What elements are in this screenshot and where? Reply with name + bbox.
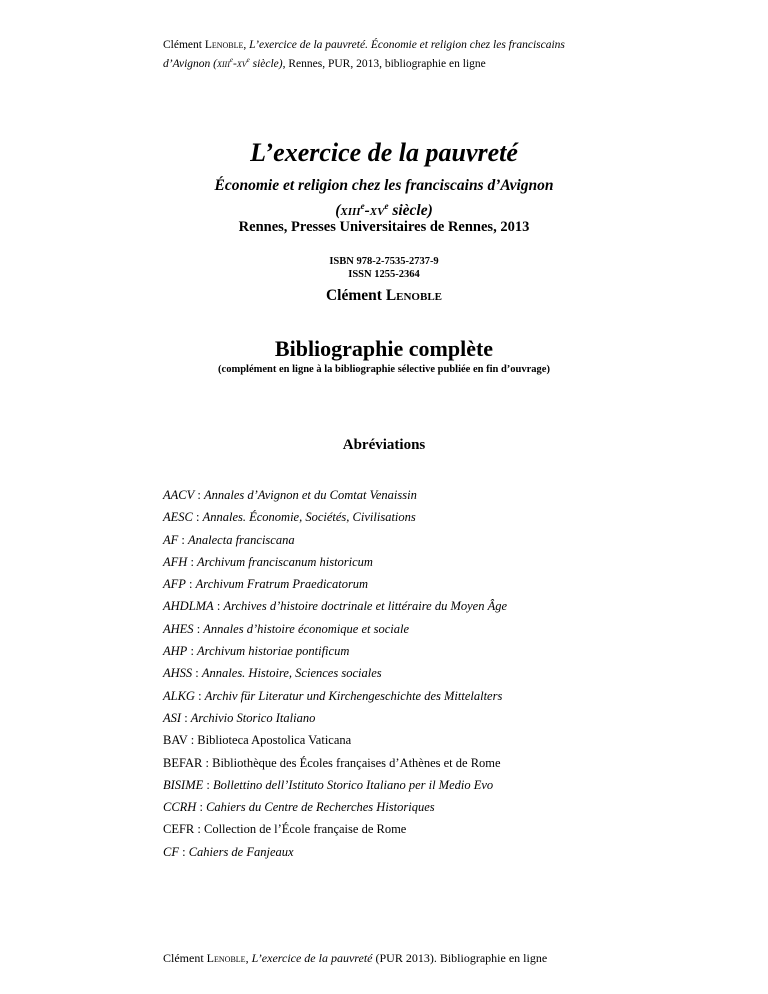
abbreviation-item: [163, 796, 683, 818]
author-first: Clément: [325, 287, 386, 304]
abbreviation-expansion: Collection de l’École française de Rome: [204, 822, 407, 837]
abbreviations-list: [163, 484, 683, 863]
abbreviation-separator: :: [187, 733, 198, 748]
abbreviation-item: [163, 595, 683, 617]
running-footer: [163, 951, 547, 966]
header-title-end: siècle): [249, 57, 283, 70]
subtitle-dash: -: [364, 202, 370, 220]
issn: ISSN 1255-2364: [348, 269, 420, 280]
header-century-start: xiii: [216, 57, 230, 70]
header-separator: ,: [243, 39, 250, 51]
abbreviation-expansion: Archivum historiae pontificum: [197, 644, 350, 659]
abbreviation-expansion: Bollettino dell’Istituto Storico Italiano per il Medio Evo: [213, 777, 494, 792]
footer-book-title: L’exercice de la pauvreté: [251, 951, 373, 965]
abbreviation-separator: :: [202, 755, 213, 770]
book-title: L’exercice de la pauvreté: [250, 138, 518, 167]
running-header: [163, 38, 603, 72]
abbreviation-separator: :: [196, 800, 207, 815]
abbreviation-item: [163, 729, 683, 751]
subtitle-century-start: xiii: [340, 202, 361, 220]
subtitle-close: siècle): [388, 202, 433, 220]
abbreviation-separator: :: [213, 599, 224, 614]
footer-separator: ,: [245, 951, 252, 965]
abbreviation-item: [163, 551, 683, 573]
abbreviation-code: BEFAR: [163, 755, 203, 770]
header-author-last: Lenoble: [204, 39, 244, 51]
abbreviation-item: [163, 774, 683, 796]
footer-author-last: Lenoble: [206, 951, 246, 965]
abbreviation-separator: :: [192, 510, 203, 525]
book-subtitle-line2: [0, 196, 768, 221]
abbreviation-expansion: Archives d’histoire doctrinale et littéraire du Moyen Âge: [223, 599, 508, 614]
bibliography-subtitle: (complément en ligne à la bibliographie sélective publiée en fin d’ouvrage): [218, 364, 550, 375]
abbreviation-separator: :: [178, 532, 189, 547]
abbreviation-code: ALKG: [163, 688, 195, 703]
subtitle-sup-2: e: [384, 201, 389, 211]
abbreviation-code: AHSS: [163, 666, 193, 681]
abbreviation-code: AHDLMA: [163, 599, 214, 614]
abbreviation-separator: :: [181, 710, 191, 725]
abbreviation-expansion: Cahiers du Centre de Recherches Historiques: [206, 800, 435, 815]
header-sup-1: e: [229, 56, 233, 64]
abbreviation-item: [163, 818, 683, 840]
abbreviation-expansion: Archivio Storico Italiano: [190, 710, 316, 725]
bibliography-title: Bibliographie complète: [274, 336, 494, 361]
abbreviation-separator: :: [187, 554, 198, 569]
abbreviation-code: BISIME: [163, 777, 204, 792]
abbreviation-code: AFH: [163, 554, 188, 569]
abbreviation-expansion: Annales. Histoire, Sciences sociales: [201, 666, 382, 681]
abbreviation-expansion: Biblioteca Apostolica Vaticana: [197, 733, 352, 748]
abbreviation-code: CEFR: [163, 822, 195, 837]
abbreviation-expansion: Bibliothèque des Écoles françaises d’Athènes et de Rome: [212, 755, 501, 770]
author-last: Lenoble: [385, 287, 442, 304]
abbreviation-item: [163, 752, 683, 774]
header-sup-2: e: [246, 56, 250, 64]
abbreviation-expansion: Annales. Économie, Sociétés, Civilisations: [202, 510, 416, 525]
abbreviation-item: [163, 685, 683, 707]
abbreviation-separator: :: [178, 844, 189, 859]
abbreviation-separator: :: [192, 666, 202, 681]
header-title-text: L’exercice de la pauvreté. Économie et religion chez les franciscains d’Avignon (: [163, 39, 565, 70]
abbreviation-expansion: Archivum Fratrum Praedicatorum: [195, 577, 369, 592]
abbreviation-separator: :: [194, 488, 204, 502]
abbreviation-separator: :: [194, 688, 205, 703]
abbreviation-code: AHP: [163, 644, 188, 659]
abbreviation-item: [163, 618, 683, 640]
book-subtitle-line1: Économie et religion chez les franciscains d’Avignon: [214, 177, 554, 194]
subtitle-century-end: xv: [369, 202, 385, 220]
abbreviation-expansion: Annales d’histoire économique et sociale: [203, 621, 410, 636]
abbreviation-separator: :: [187, 644, 198, 659]
abbreviation-separator: :: [185, 577, 196, 592]
abbreviations-heading: Abréviations: [342, 437, 426, 453]
abbreviation-code: CF: [163, 844, 179, 859]
abbreviation-separator: :: [194, 822, 204, 837]
abbreviation-code: AESC: [163, 510, 193, 525]
subtitle-open: (: [335, 202, 341, 220]
footer-rest: (PUR 2013). Bibliographie en ligne: [372, 951, 548, 965]
book-subtitle: [0, 176, 768, 221]
abbreviation-item: [163, 707, 683, 729]
abbreviation-code: AF: [163, 532, 179, 547]
abbreviation-item: [163, 529, 683, 551]
abbreviation-code: AHES: [163, 621, 194, 636]
abbreviation-code: AACV: [163, 488, 195, 502]
abbreviation-expansion: Analecta franciscana: [188, 532, 295, 547]
author-name: [0, 287, 768, 305]
footer-author-first: Clément: [163, 951, 207, 965]
abbreviation-separator: :: [193, 621, 204, 636]
abbreviation-code: BAV: [163, 733, 188, 748]
abbreviation-expansion: Annales d’Avignon et du Comtat Venaissin: [203, 488, 417, 502]
abbreviation-separator: :: [203, 777, 213, 792]
abbreviation-code: AFP: [163, 577, 186, 592]
abbreviation-item: [163, 640, 683, 662]
abbreviation-expansion: Cahiers de Fanjeaux: [188, 844, 294, 859]
header-century-end: xv: [236, 57, 247, 70]
abbreviation-item: [163, 484, 683, 506]
header-author-first: Clément: [163, 39, 205, 51]
header-rest: , Rennes, PUR, 2013, bibliographie en ligne: [282, 57, 486, 70]
abbreviation-expansion: Archiv für Literatur und Kirchengeschichte des Mittelalters: [204, 688, 503, 703]
abbreviation-item: [163, 573, 683, 595]
publisher-line: Rennes, Presses Universitaires de Rennes, 2013: [238, 219, 530, 235]
isbn-block: [0, 255, 768, 281]
abbreviation-code: CCRH: [163, 800, 197, 815]
abbreviation-item: [163, 506, 683, 528]
abbreviation-item: [163, 662, 683, 684]
subtitle-sup-1: e: [360, 201, 365, 211]
isbn: ISBN 978-2-7535-2737-9: [329, 256, 439, 267]
abbreviation-item: [163, 841, 683, 863]
header-dash: -: [232, 57, 237, 70]
abbreviation-code: ASI: [163, 710, 182, 725]
abbreviation-expansion: Archivum franciscanum historicum: [197, 554, 373, 569]
